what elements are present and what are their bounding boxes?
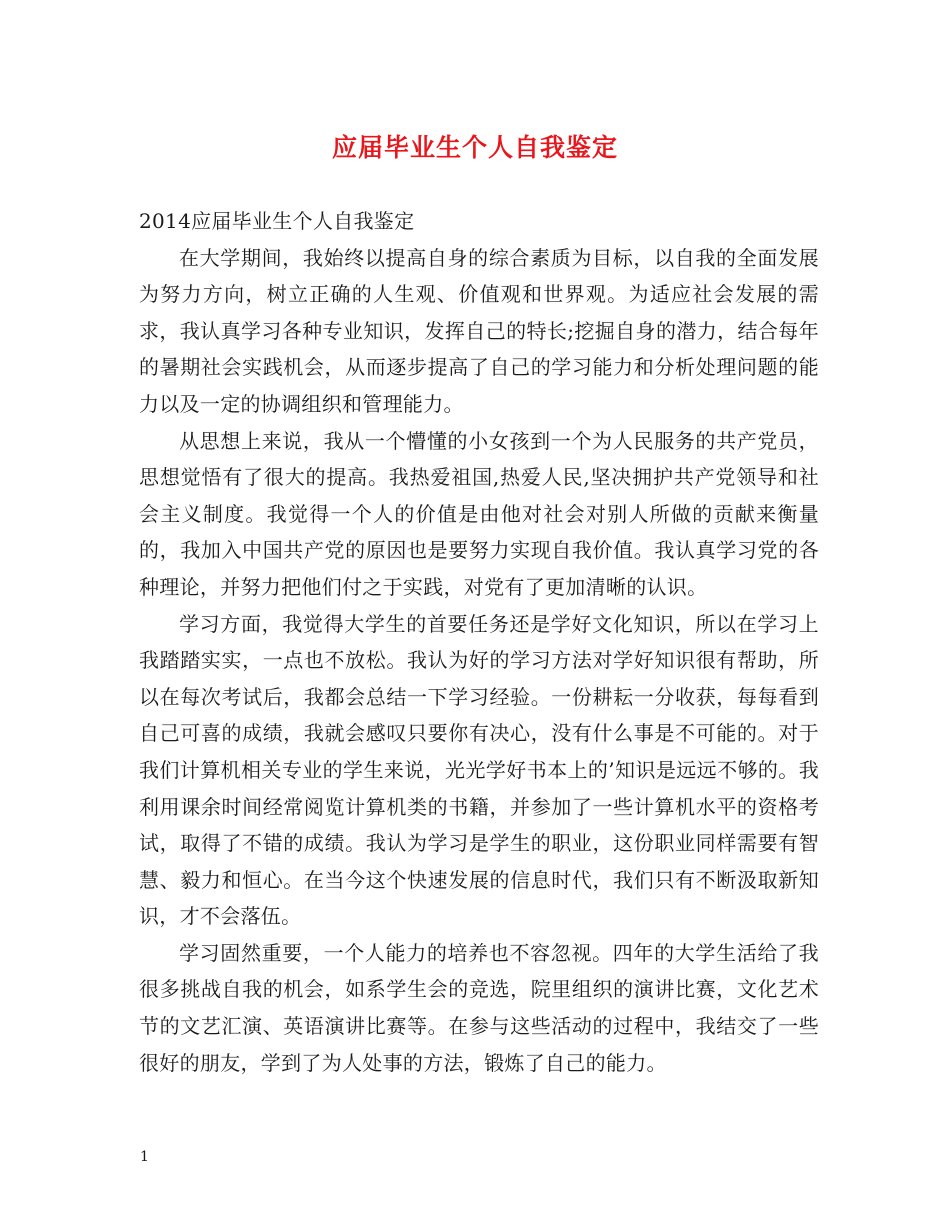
page-number: 1 — [140, 1149, 149, 1165]
document-title: 应届毕业生个人自我鉴定 — [331, 133, 618, 162]
document-body — [139, 203, 819, 1081]
document-subtitle: 2014应届毕业生个人自我鉴定 — [139, 209, 415, 233]
paragraph-4: 学习固然重要，一个人能力的培养也不容忽视。四年的大学生活给了我很多挑战自我的机会，如系学生会的竞选，院里组织的演讲比赛，文化艺术节的文艺汇演、英语演讲比赛等。在参与这些活动的过程中，我结交了一些很好的朋友，学到了为人处事的方法，锻炼了自己的能力。 — [139, 940, 819, 1075]
paragraph-1: 在大学期间，我始终以提高自身的综合素质为目标，以自我的全面发展为努力方向，树立正确的人生观、价值观和世界观。为适应社会发展的需求，我认真学习各种专业知识，发挥自己的特长;挖掘自身的潜力，结合每年的暑期社会实践机会，从而逐步提高了自己的学习能力和分析处理问题的能力以及一定的协调组织和管理能力。 — [139, 245, 819, 416]
paragraph-2: 从思想上来说，我从一个懵懂的小女孩到一个为人民服务的共产党员，思想觉悟有了很大的提高。我热爱祖国,热爱人民,坚决拥护共产党领导和社会主义制度。我觉得一个人的价值是由他对社会对别人所做的贡献来衡量的，我加入中国共产党的原因也是要努力实现自我价值。我认真学习党的各种理论，并努力把他们付之于实践，对党有了更加清晰的认识。 — [139, 428, 819, 599]
paragraph-3: 学习方面，我觉得大学生的首要任务还是学好文化知识，所以在学习上我踏踏实实，一点也不放松。我认为好的学习方法对学好知识很有帮助，所以在每次考试后，我都会总结一下学习经验。一份耕耘一分收获，每每看到自己可喜的成绩，我就会感叹只要你有决心，没有什么事是不可能的。对于我们计算机相关专业的学生来说，光光学好书本上的’知识是远远不够的。我利用课余时间经常阅览计算机类的书籍，并参加了一些计算机水平的资格考试，取得了不错的成绩。我认为学习是学生的职业，这份职业同样需要有智慧、毅力和恒心。在当今这个快速发展的信息时代，我们只有不断汲取新知识，才不会落伍。 — [139, 611, 819, 929]
